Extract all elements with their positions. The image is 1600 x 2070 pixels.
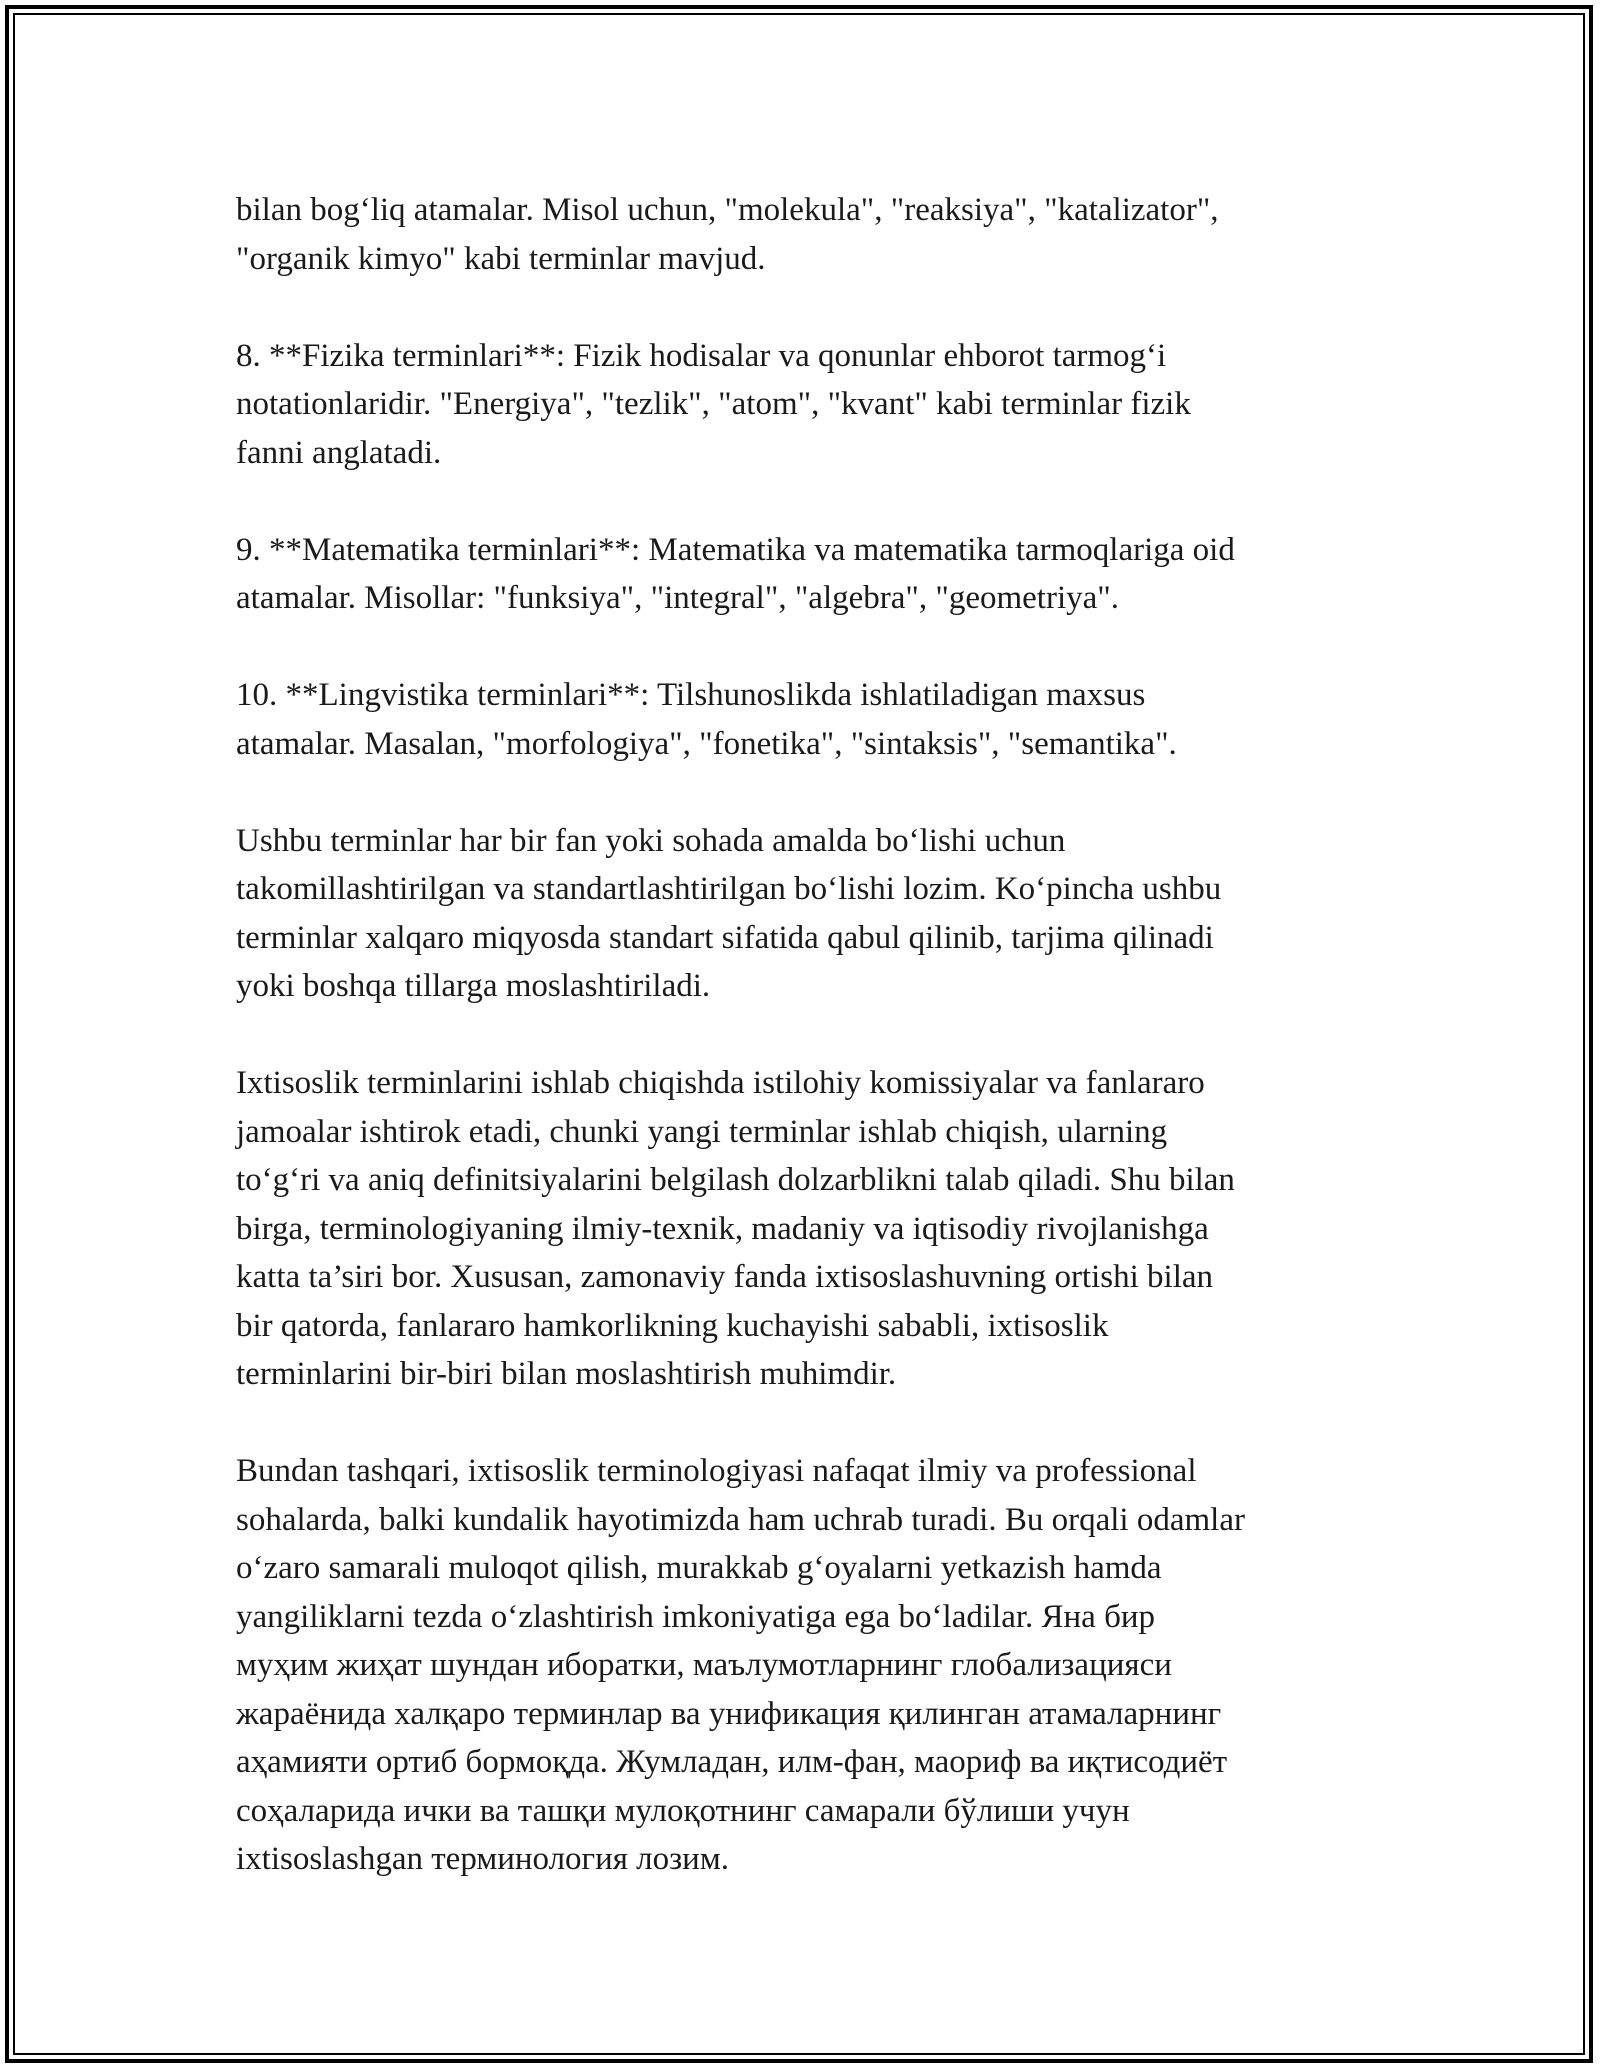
paragraph-math-terms: 9. **Matematika terminlari**: Matematika va matematika tarmoqlariga oid atamalar. Misollar: "funksiya", "integral", "algebra", "geometriya". bbox=[236, 531, 1235, 616]
paragraph-linguistics-terms: 10. **Lingvistika terminlari**: Tilshunoslikda ishlatiladigan maxsus atamalar. Masalan, "morfologiya", "fonetika", "sintaksis", "semantika". bbox=[236, 677, 1177, 762]
paragraph-physics-terms: 8. **Fizika terminlari**: Fizik hodisalar va qonunlar ehborot tarmog‘i notationlaridir. "Energiya", "tezlik", "atom", "kvant" kabi terminlar fizik fanni anglatadi. bbox=[236, 337, 1191, 471]
paragraph-term-development: Ixtisoslik terminlarini ishlab chiqishda istilohiy komissiyalar va fanlararo jamoalar ishtirok etadi, chunki yangi terminlar ishlab chiqish, ularning to‘g‘ri va aniq definitsiyalarini belgilash dolzarblikni talab qiladi. Shu bilan birga, terminologiyaning ilmiy-texnik, madaniy va iqtisodiy rivojlanishga katta ta’siri bor. Xususan, zamonaviy fanda ixtisoslashuvning ortishi bilan bir qatorda, fanlararo hamkorlikning kuchayishi sababli, ixtisoslik terminlarini bir-biri bilan moslashtirish muhimdir. bbox=[236, 1065, 1235, 1392]
paragraph-everyday-usage: Bundan tashqari, ixtisoslik terminologiyasi nafaqat ilmiy va professional sohalarda, balki kundalik hayotimizda ham uchrab turadi. Bu orqali odamlar o‘zaro samarali muloqot qilish, murakkab g‘oyalarni yetkazish hamda yangiliklarni tezda o‘zlashtirish imkoniyatiga ega bo‘ladilar. Яна бир муҳим жиҳат шундан иборатки, маълумотларнинг глобализацияси жараёнида халқаро терминлар ва унификация қилинган атамаларнинг aҳамияти ортиб бормоқда. Жумладан, илм-фан, маориф ва иқтисодиёт соҳаларида ички ва ташқи мулоқотнинг самарали бўлиши учун ixtisoslashgan терминология лозим. bbox=[236, 1453, 1245, 1877]
paragraph-chemistry-continuation: bilan bog‘liq atamalar. Misol uchun, "molekula", "reaksiya", "katalizator", "organik kimyo" kabi terminlar mavjud. bbox=[236, 192, 1219, 277]
paragraph-standardization: Ushbu terminlar har bir fan yoki sohada amalda bo‘lishi uchun takomillashtirilgan va standartlashtirilgan bo‘lishi lozim. Ko‘pincha ushbu terminlar xalqaro miqyosda standart sifatida qabul qilinib, tarjima qilinadi yoki boshqa tillarga moslashtiriladi. bbox=[236, 822, 1222, 1004]
document-body bbox=[236, 186, 1366, 1932]
